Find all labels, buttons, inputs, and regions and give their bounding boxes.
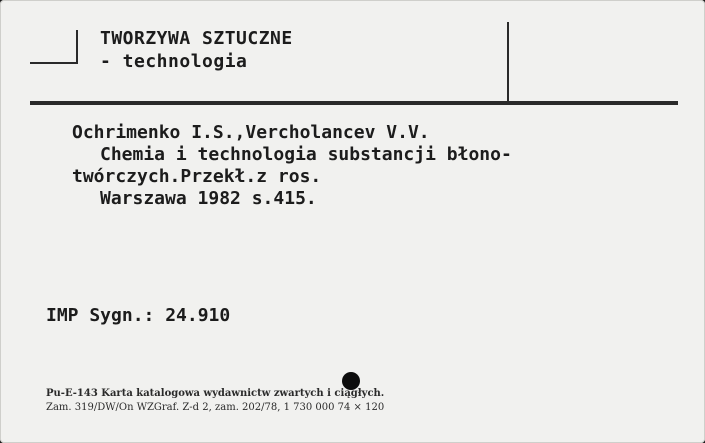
entry-title-part1: Chemia i technologia substancji błono- xyxy=(100,144,512,165)
entry-authors: Ochrimenko I.S.,Vercholancev V.V. xyxy=(72,122,430,143)
subject-heading: TWORZYWA SZTUCZNE xyxy=(100,28,293,49)
shelf-signature: IMP Sygn.: 24.910 xyxy=(46,305,231,326)
horizontal-divider xyxy=(30,101,678,105)
footer-form-info: Pu-E-143 Karta katalogowa wydawnictw zwartych i ciągłych. xyxy=(46,388,385,399)
corner-bracket xyxy=(30,30,78,64)
footer-print-info: Zam. 319/DW/On WZGraf. Z-d 2, zam. 202/78, 1 730 000 74 × 120 xyxy=(46,402,385,413)
entry-imprint: Warszawa 1982 s.415. xyxy=(100,188,317,209)
entry-title-part2: twórczych.Przekł.z ros. xyxy=(72,166,322,187)
vertical-divider xyxy=(507,22,509,102)
subject-subheading: - technologia xyxy=(100,51,248,72)
